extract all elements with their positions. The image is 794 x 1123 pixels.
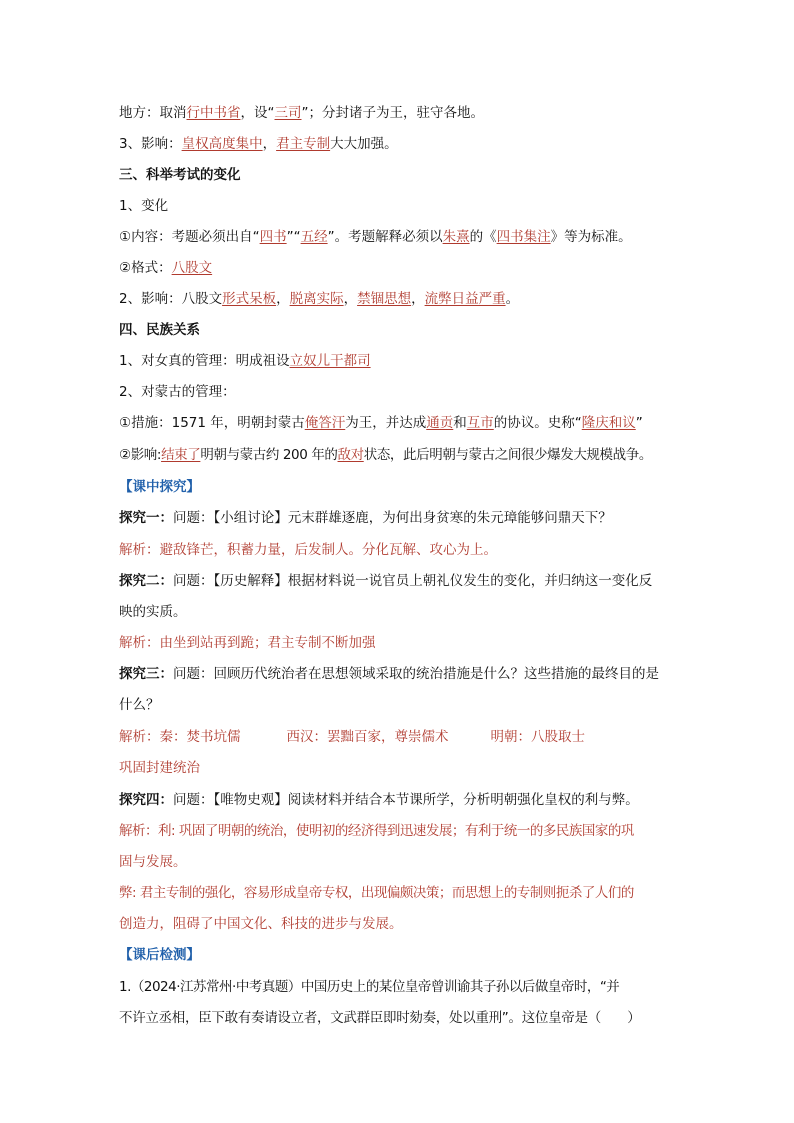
section-heading: 四、民族关系 <box>119 322 200 338</box>
text-span: 3、影响： <box>119 136 182 152</box>
answer-line <box>119 728 585 746</box>
question-text: 问题：【历史解释】根据材料说一说官员上朝礼仪发生的变化，并归纳这一变化反 <box>173 573 653 589</box>
answer-text: 明朝：八股取士 <box>490 729 585 745</box>
text-line <box>119 446 652 464</box>
question-text: 问题：【唯物史观】阅读材料并结合本节课所学，分析明朝强化皇权的利与弊。 <box>173 792 639 808</box>
answer-blank: 立奴儿干都司 <box>289 353 371 369</box>
section-heading: 【课后检测】 <box>119 947 200 963</box>
answer-line: 弊: 君主专制的强化，容易形成皇帝专权，出现偏颇决策；而思想上的专制则扼杀了人们的 <box>119 885 634 901</box>
text-line: 什么？ <box>119 697 160 713</box>
text-line <box>119 228 632 246</box>
answer-blank: 通贡 <box>426 415 454 431</box>
question-label: 探究四： <box>119 792 173 808</box>
text-span: 》等为标准。 <box>550 229 632 245</box>
text-span: 状态，此后明朝与蒙古之间很少爆发大规模战争。 <box>363 447 652 463</box>
text-span: ” <box>635 415 643 431</box>
answer-blank: 敌对 <box>337 447 364 463</box>
answer-line: 解析：避敌锋芒，积蓄力量，后发制人。分化瓦解、攻心为上。 <box>119 542 497 558</box>
text-span: 的协议。史称“ <box>493 415 582 431</box>
answer-blank: 朱熹 <box>442 229 470 245</box>
answer-line: 解析：由坐到站再到跪；君主专制不断加强 <box>119 635 376 651</box>
question-line: 1.（2024·江苏常州·中考真题）中国历史上的某位皇帝曾训谕其子孙以后做皇帝时，“并 <box>119 979 620 995</box>
answer-blank: 四书集注 <box>496 229 551 245</box>
text-span: 的《 <box>469 229 497 245</box>
answer-blank: 君主专制 <box>276 136 331 152</box>
text-span: 地方：取消 <box>119 105 187 121</box>
question-line <box>119 509 612 527</box>
answer-blank: 结束了 <box>161 447 201 463</box>
text-line: 映的实质。 <box>119 604 187 620</box>
text-line <box>119 135 398 153</box>
text-line <box>119 290 519 308</box>
answer-blank: 行中书省 <box>186 105 241 121</box>
answer-blank: 四书 <box>259 229 287 245</box>
text-span: ，设“ <box>240 105 275 121</box>
answer-text: 西汉：罢黜百家，尊崇儒术 <box>286 729 449 745</box>
answer-text: 解析：秦：焚书坑儒 <box>119 729 241 745</box>
text-span: ， <box>411 291 425 307</box>
answer-line: 巩固封建统治 <box>119 760 200 776</box>
answer-blank: 形式呆板 <box>222 291 277 307</box>
text-span: 和 <box>453 415 467 431</box>
answer-blank: 流弊日益严重 <box>424 291 506 307</box>
text-line: 1、变化 <box>119 198 169 214</box>
text-span: ， <box>262 136 277 152</box>
section-heading: 三、科举考试的变化 <box>119 167 241 183</box>
question-line: 不许立丞相，臣下敢有奏请设立者，文武群臣即时劾奏，处以重刑”。这位皇帝是（ ） <box>119 1010 641 1026</box>
answer-blank: 五经 <box>300 229 328 245</box>
answer-blank: 俺答汗 <box>304 415 346 431</box>
text-span: ”；分封诸子为王，驻守各地。 <box>301 105 484 121</box>
text-span: ， <box>276 291 290 307</box>
text-span: 明朝与蒙古约 200 年的 <box>200 447 338 463</box>
answer-line: 固与发展。 <box>119 854 187 870</box>
text-span: ①措施：1571 年，明朝封蒙古 <box>119 415 305 431</box>
answer-blank: 八股文 <box>171 260 213 276</box>
answer-line: 创造力，阻碍了中国文化、科技的进步与发展。 <box>119 916 403 932</box>
answer-blank: 三司 <box>274 105 302 121</box>
text-line <box>119 259 212 277</box>
text-span: 为王，并达成 <box>345 415 427 431</box>
question-text: 问题：回顾历代统治者在思想领域采取的统治措施是什么？这些措施的最终目的是 <box>173 666 659 682</box>
question-label: 探究一： <box>119 510 173 526</box>
question-line <box>119 572 652 590</box>
question-label: 探究三： <box>119 666 173 682</box>
question-label: 探究二： <box>119 573 173 589</box>
question-line <box>119 665 659 683</box>
text-span: 2、影响：八股文 <box>119 291 223 307</box>
text-span: 大大加强。 <box>330 136 398 152</box>
answer-blank: 禁锢思想 <box>357 291 412 307</box>
text-line <box>119 352 371 370</box>
text-span: ①内容：考题必须出自“ <box>119 229 260 245</box>
text-span: 。 <box>505 291 520 307</box>
answer-blank: 隆庆和议 <box>581 415 636 431</box>
text-span: ， <box>343 291 358 307</box>
text-span: ②影响: <box>119 447 162 463</box>
text-line <box>119 414 643 432</box>
text-span: ”“ <box>286 229 301 245</box>
answer-blank: 皇权高度集中 <box>181 136 263 152</box>
section-heading: 【课中探究】 <box>119 479 200 495</box>
text-span: ”。考题解释必须以 <box>327 229 443 245</box>
question-text: 问题：【小组讨论】元末群雄逐鹿，为何出身贫寒的朱元璋能够问鼎天下？ <box>173 510 612 526</box>
text-span: ②格式： <box>119 260 172 276</box>
text-span: 1、对女真的管理：明成祖设 <box>119 353 290 369</box>
answer-line: 解析：利: 巩固了明朝的统治，使明初的经济得到迅速发展；有利于统一的多民族国家的巩 <box>119 823 634 839</box>
text-line: 2、对蒙古的管理： <box>119 384 236 400</box>
question-line <box>119 791 639 809</box>
answer-blank: 互市 <box>466 415 494 431</box>
answer-blank: 脱离实际 <box>289 291 344 307</box>
text-line <box>119 104 484 122</box>
